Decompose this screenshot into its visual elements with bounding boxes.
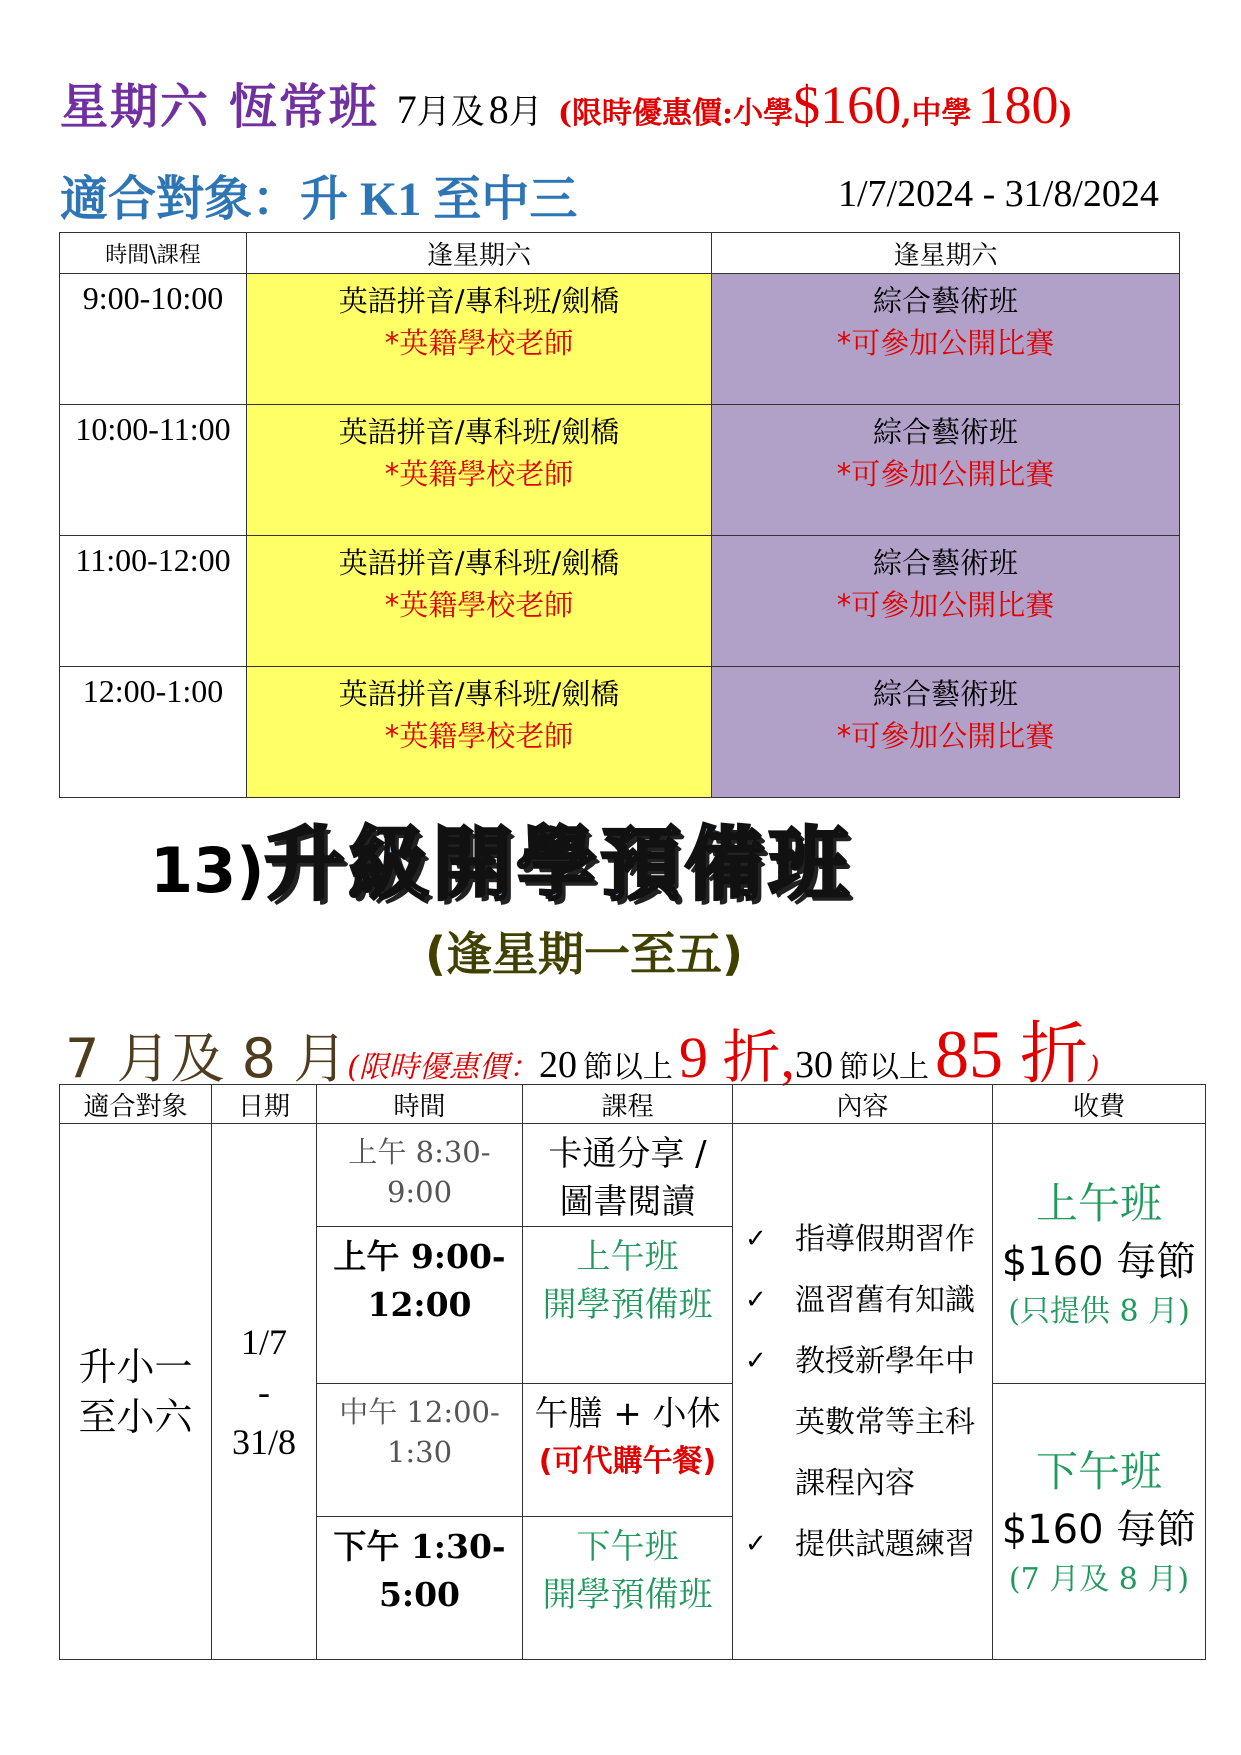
audience-suffix: 至中三 <box>433 171 578 227</box>
promo-open: (限時優惠價:小學 <box>557 96 794 131</box>
table-row <box>60 1124 1206 1227</box>
fee-label: 上午班 <box>1035 1178 1162 1228</box>
course-note: *英籍學校老師 <box>384 457 574 491</box>
content-item <box>745 1270 992 1331</box>
audience-k: K1 <box>360 173 422 226</box>
time-start: 上午 8:30- <box>348 1135 491 1169</box>
fee-note: (7 月及 8 月) <box>1008 1561 1190 1597</box>
english-course-cell <box>247 667 712 798</box>
course-note: *可參加公開比賽 <box>836 588 1055 622</box>
month-b: 8 <box>488 87 509 132</box>
art-course-cell <box>712 667 1180 798</box>
time-cell <box>317 1227 523 1384</box>
course-name: 英語拼音/專科班/劍橋 <box>338 284 620 318</box>
offer-unit-1: 節以上 <box>582 1050 673 1085</box>
check-spacer <box>745 1453 795 1514</box>
time-cell: 9:00-10:00 <box>60 274 247 405</box>
offer-close: ) <box>1087 1050 1100 1085</box>
date-range: 1/7/2024 - 31/8/2024 <box>838 173 1159 215</box>
check-icon: ✓ <box>745 1345 767 1376</box>
course-name: 英語拼音/專科班/劍橋 <box>338 546 620 580</box>
art-course-cell <box>712 274 1180 405</box>
table-row <box>60 667 1180 798</box>
header-content: 內容 <box>733 1085 993 1124</box>
course-name: 綜合藝術班 <box>872 546 1018 580</box>
promo-mid: ,中學 <box>901 96 972 131</box>
header-time: 時間 <box>317 1085 523 1124</box>
course-note: *英籍學校老師 <box>384 719 574 753</box>
check-icon: ✓ <box>745 1223 767 1254</box>
header-line-1 <box>60 68 1073 137</box>
course-line: 圖書閱讀 <box>559 1182 696 1222</box>
corner-header: 時間\課程 <box>60 233 247 274</box>
content-text: 英數常等主科 <box>795 1404 975 1440</box>
time-cell <box>317 1517 523 1660</box>
time-cell: 11:00-12:00 <box>60 536 247 667</box>
section-subtitle: (逢星期一至五) <box>425 927 744 981</box>
fee-amount: $160 每節 <box>1001 1238 1197 1285</box>
offer-comma: , <box>780 1025 795 1090</box>
content-text: 教授新學年中 <box>795 1343 975 1379</box>
column-header-2: 逢星期六 <box>712 233 1180 274</box>
month-a: 7 <box>396 87 417 132</box>
course-name: 英語拼音/專科班/劍橋 <box>338 677 620 711</box>
section-number: 13) <box>150 834 265 907</box>
promo-close: ) <box>1058 96 1073 131</box>
time-cell: 10:00-11:00 <box>60 405 247 536</box>
art-course-cell <box>712 536 1180 667</box>
course-line: 下午班 <box>576 1527 679 1567</box>
date-start: 1/7 <box>240 1321 287 1362</box>
offer-months: 7 月及 8 月 <box>65 1027 348 1090</box>
fee-cell-afternoon <box>993 1384 1206 1660</box>
discount-2: 85 折 <box>934 1016 1088 1092</box>
content-item <box>745 1331 992 1392</box>
fee-cell-morning <box>993 1124 1206 1384</box>
course-line: 卡通分享 / <box>548 1134 707 1174</box>
content-item <box>745 1514 992 1575</box>
course-cell <box>523 1227 733 1384</box>
offer-line <box>65 1000 1100 1097</box>
price-secondary: 180 <box>977 75 1059 135</box>
course-note: *可參加公開比賽 <box>836 326 1055 360</box>
course-note: *可參加公開比賽 <box>836 457 1055 491</box>
course-note: *英籍學校老師 <box>384 326 574 360</box>
content-text: 提供試題練習 <box>795 1526 975 1562</box>
discount-1: 9 折 <box>678 1025 781 1090</box>
time-start: 上午 9:00- <box>333 1237 506 1276</box>
date-end: 31/8 <box>231 1421 296 1462</box>
english-course-cell <box>247 274 712 405</box>
audience-line <box>60 160 577 229</box>
course-line: 開學預備班 <box>542 1575 713 1615</box>
content-item <box>745 1209 992 1270</box>
time-cell: 12:00-1:00 <box>60 667 247 798</box>
art-course-cell <box>712 405 1180 536</box>
english-course-cell <box>247 536 712 667</box>
check-icon: ✓ <box>745 1528 767 1559</box>
course-name: 綜合藝術班 <box>872 677 1018 711</box>
course-cell <box>523 1384 733 1517</box>
table-row <box>60 274 1180 405</box>
time-start: 中午 12:00- <box>339 1395 500 1429</box>
content-text: 指導假期習作 <box>795 1221 975 1257</box>
fee-amount: $160 每節 <box>1001 1506 1197 1553</box>
date-dash: - <box>258 1371 270 1412</box>
audience-prefix: 適合對象：升 <box>60 171 349 227</box>
content-cell <box>733 1124 993 1660</box>
offer-unit-2: 節以上 <box>838 1050 929 1085</box>
time-end: 9:00 <box>386 1175 453 1209</box>
time-end: 5:00 <box>378 1575 461 1614</box>
header-fee: 收費 <box>993 1085 1206 1124</box>
check-spacer <box>745 1392 795 1453</box>
saturday-class-title: 星期六 恆常班 <box>60 79 379 135</box>
month-a-unit: 月及 <box>416 92 485 132</box>
header-date: 日期 <box>212 1085 317 1124</box>
course-cell <box>523 1124 733 1227</box>
course-line: (可代購午餐) <box>538 1444 717 1479</box>
table-header-row <box>60 1085 1206 1124</box>
audience-line: 升小一 <box>78 1344 193 1389</box>
time-end: 12:00 <box>367 1285 472 1324</box>
column-header-1: 逢星期六 <box>247 233 712 274</box>
fee-note: (只提供 8 月) <box>1008 1293 1190 1329</box>
course-name: 英語拼音/專科班/劍橋 <box>338 415 620 449</box>
fee-label: 下午班 <box>1035 1446 1162 1496</box>
course-name: 綜合藝術班 <box>872 415 1018 449</box>
date-cell <box>212 1124 317 1660</box>
audience-line: 至小六 <box>78 1394 193 1439</box>
offer-n30: 30 <box>794 1044 833 1086</box>
course-line: 午膳 + 小休 <box>534 1394 721 1434</box>
saturday-schedule-table <box>59 232 1180 798</box>
weekday-schedule-table <box>59 1084 1206 1660</box>
check-icon: ✓ <box>745 1284 767 1315</box>
time-end: 1:30 <box>386 1435 453 1469</box>
audience-cell <box>60 1124 212 1660</box>
time-cell <box>317 1384 523 1517</box>
table-row <box>60 405 1180 536</box>
english-course-cell <box>247 405 712 536</box>
course-note: *英籍學校老師 <box>384 588 574 622</box>
course-name: 綜合藝術班 <box>872 284 1018 318</box>
month-b-unit: 月 <box>508 92 543 132</box>
course-line: 開學預備班 <box>542 1285 713 1325</box>
section-13-heading <box>150 800 853 915</box>
time-start: 下午 1:30- <box>333 1527 506 1566</box>
content-item <box>745 1392 992 1453</box>
table-header-row <box>60 233 1180 274</box>
content-text: 溫習舊有知識 <box>795 1282 975 1318</box>
offer-n20: 20 <box>538 1044 577 1086</box>
section-title: 升級開學預備班 <box>264 818 853 911</box>
header-audience: 適合對象 <box>60 1085 212 1124</box>
header-course: 課程 <box>523 1085 733 1124</box>
table-row <box>60 536 1180 667</box>
course-line: 上午班 <box>576 1237 679 1277</box>
content-text: 課程內容 <box>795 1465 915 1501</box>
content-item <box>745 1453 992 1514</box>
price-primary: $160 <box>793 75 902 135</box>
course-note: *可參加公開比賽 <box>836 719 1055 753</box>
course-cell <box>523 1517 733 1660</box>
time-cell <box>317 1124 523 1227</box>
offer-open: (限時優惠價： <box>347 1050 539 1085</box>
